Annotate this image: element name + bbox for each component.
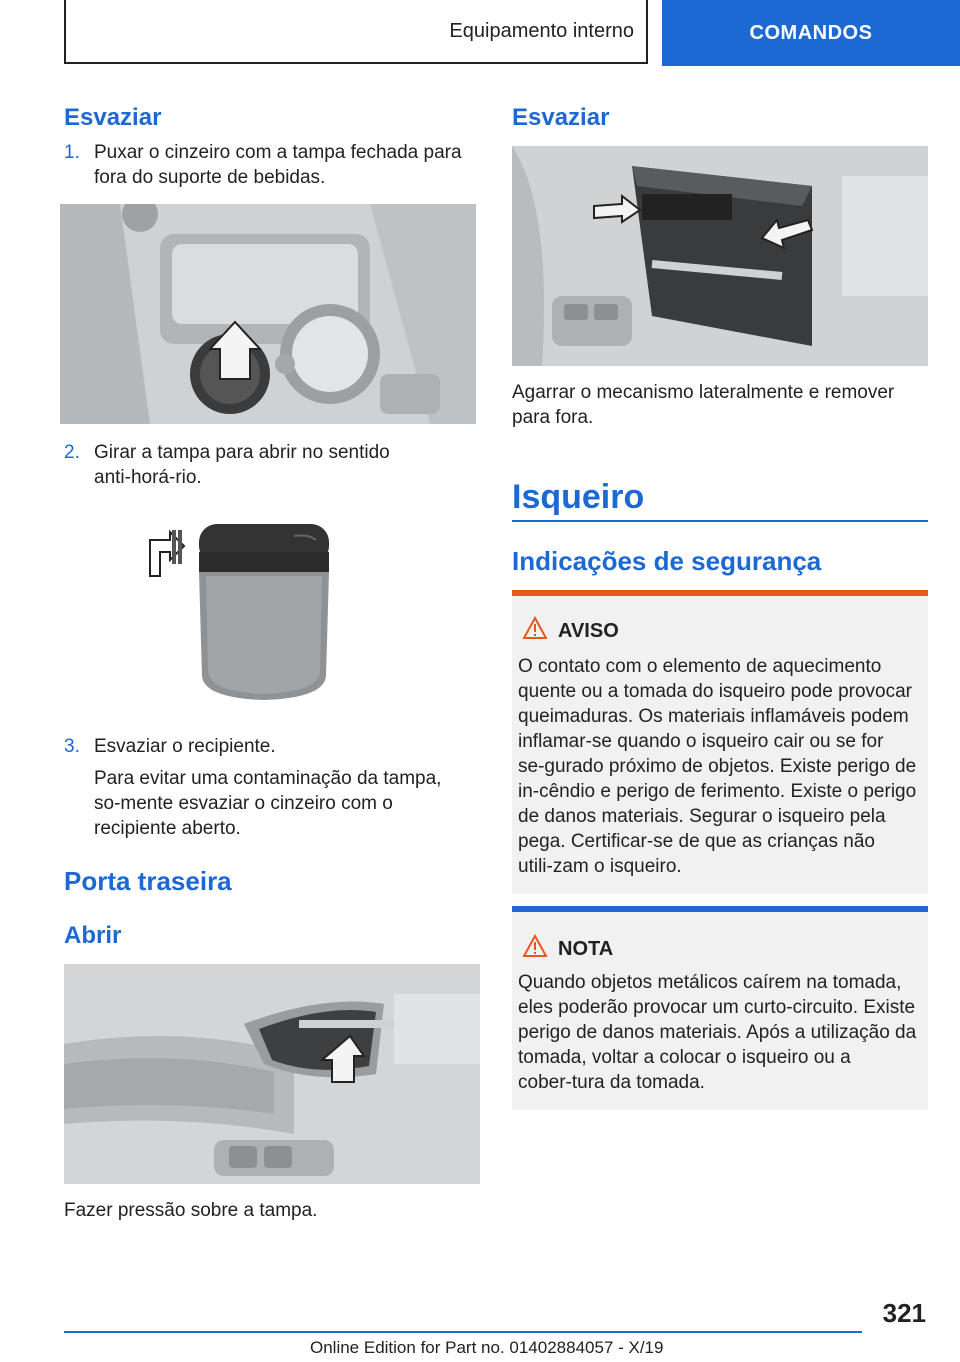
cupholder-ashtray-photo <box>60 204 476 424</box>
note-text: Quando objetos metálicos caírem na tomada, eles poderão provocar um curto‑circuito. Existe perigo de danos materiais. Após a utilização da tomada, voltar a colocar o isqueiro ou a cober‑tura da tomada. <box>518 972 917 1093</box>
step-1-number: 1. <box>64 142 80 163</box>
warning-title: AVISO <box>558 620 619 642</box>
header-section-title: Equipamento interno <box>449 19 634 42</box>
heading-seguranca: Indicações de segurança <box>512 546 822 576</box>
note-box <box>512 906 928 1110</box>
heading-esvaziar-left: Esvaziar <box>64 104 162 131</box>
heading-esvaziar-right: Esvaziar <box>512 104 610 131</box>
header-chapter-tab <box>662 0 960 66</box>
esvaziar-caption: Agarrar o mecanismo lateralmente e remover para fora. <box>512 382 895 428</box>
note-triangle-icon <box>522 934 548 963</box>
warning-triangle-icon <box>522 616 548 645</box>
step-2 <box>64 440 476 490</box>
header-chapter-title: COMANDOS <box>749 21 873 44</box>
step-1 <box>64 140 476 190</box>
abrir-caption: Fazer pressão sobre a tampa. <box>64 1200 318 1221</box>
step-3-number: 3. <box>64 736 80 757</box>
step-3-text: Esvaziar o recipiente. <box>94 736 276 757</box>
heading-isqueiro: Isqueiro <box>512 478 645 516</box>
warning-box <box>512 590 928 894</box>
heading-underline <box>512 520 928 522</box>
footer-edition: Online Edition for Part no. 01402884057 - X/19 <box>310 1338 664 1357</box>
note-title: NOTA <box>558 938 614 960</box>
step-3-note: Para evitar uma contaminação da tampa, so‑mente esvaziar o cinzeiro com o recipiente aberto. <box>94 768 442 839</box>
ashtray-lid-illustration <box>144 516 344 706</box>
rear-door-ashtray-photo <box>64 964 480 1184</box>
header-section-tab <box>64 0 648 64</box>
heading-abrir: Abrir <box>64 922 122 949</box>
rear-ashtray-remove-photo <box>512 146 928 366</box>
warning-text: O contato com o elemento de aquecimento quente ou a tomada do isqueiro pode provocar queimaduras. Os materiais inflamáveis podem inflamar‑se quando o isqueiro cair ou se for se‑gurado próximo de objetos. Existe perigo de in‑cêndio e perigo de ferimento. Existe o perigo de danos materiais. Segurar o isqueiro pela pega. Certificar‑se de que as crianças não utili‑zam o isqueiro. <box>518 656 917 877</box>
step-1-text: Puxar o cinzeiro com a tampa fechada para fora do suporte de bebidas. <box>94 142 462 188</box>
footer-rule <box>64 1331 862 1333</box>
page-number: 321 <box>882 1298 926 1328</box>
step-2-number: 2. <box>64 442 80 463</box>
step-3 <box>64 734 476 844</box>
heading-porta-traseira: Porta traseira <box>64 866 232 896</box>
step-2-text: Girar a tampa para abrir no sentido anti‑horá‑rio. <box>94 442 390 488</box>
